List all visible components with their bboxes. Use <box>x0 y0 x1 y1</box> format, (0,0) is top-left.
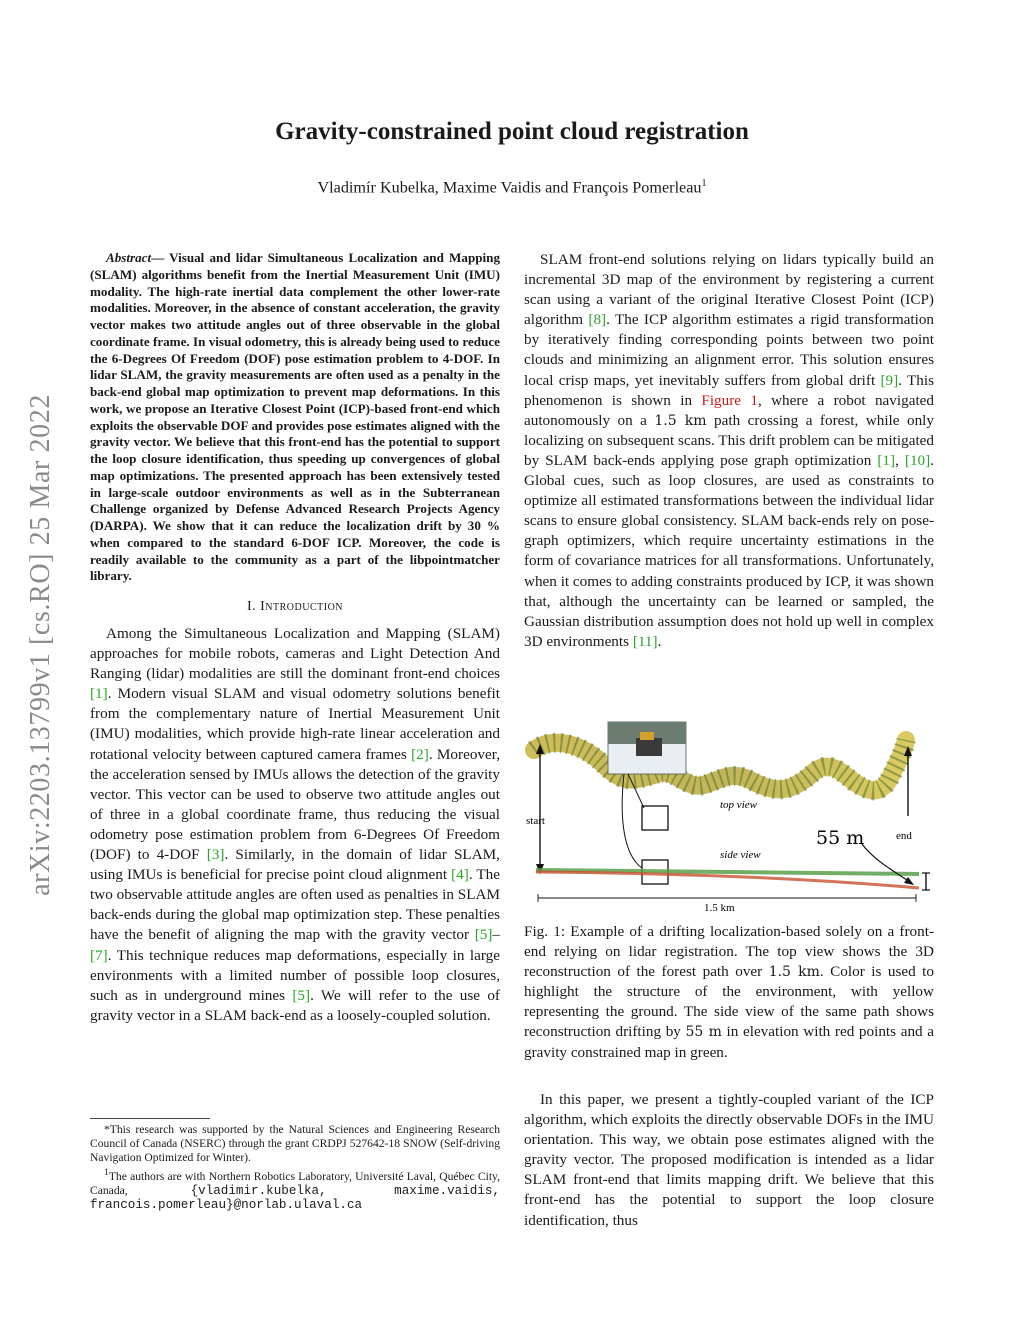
citation-link[interactable]: [2] <box>411 745 429 763</box>
citation-link[interactable]: [1] <box>877 451 896 469</box>
footnote-mark: 1 <box>104 1166 109 1178</box>
label-55m: 55 m <box>816 827 865 849</box>
section-numeral: I. <box>246 599 261 614</box>
author-names: Vladimír Kubelka, Maxime Vaidis and François Pomerleau <box>317 178 702 197</box>
footnote-affiliation <box>90 1166 500 1212</box>
arxiv-stamp-text: arXiv:2203.13799v1 [cs.RO] 25 Mar 2022 <box>25 394 57 896</box>
intro-text: . We will refer to the use of gravity vector in a SLAM back-end as a loosely-coupled solution. <box>90 986 500 1024</box>
citation-link[interactable]: [11] <box>632 632 658 650</box>
intro-text: . Modern visual SLAM and visual odometry solutions benefit from the complementary nature of Inertial Measurement Unit (IMU) modalities, which provide high-rate linear acceleration and rotational velocity between captured camera frames <box>90 685 500 763</box>
intro-text: . Similarly, in the domain of lidar SLAM, using IMUs is beneficial for precise point cloud alignment <box>90 846 500 884</box>
abstract-text: — Visual and lidar Simultaneous Localization and Mapping (SLAM) algorithms benefit from the Inertial Measurement Unit (IMU) modality. The high-rate inertial data complement the other lower-rate modalities. Moreover, in the absence of constant acceleration, the gravity vector makes two attitude angles out of three observable in the global coordinate frame. In visual odometry, this is already being used to reduce the 6-Degrees Of Freedom (DOF) pose estimation problem to 4-DOF. In lidar SLAM, the gravity measurements are often used as a penalty in the back-end global map optimization to prevent map deformations. In this work, we propose an Iterative Closest Point (ICP)-based front-end which exploits the observable DOF and provides pose estimates aligned with the gravity vector. We believe that this front-end has the potential to support the loop closure identification, thus speeding up convergences of global map optimizations. The presented approach has been extensively tested in large-scale outdoor environments as well as in the Subterranean Challenge organized by Defense Advanced Research Projects Agency (DARPA). We show that it can reduce the localization drift by 30 % when compared to the standard 6-DOF ICP. Moreover, the code is readily available to the community as a part of the libpointmatcher library. <box>90 250 500 584</box>
caption-label: Fig. 1: <box>524 923 571 940</box>
label-end: end <box>896 830 912 842</box>
caption-distance: 1.5 km <box>768 964 820 981</box>
citation-link[interactable]: [10] <box>904 451 931 469</box>
body-text: . <box>657 632 662 650</box>
right-column <box>524 250 934 652</box>
robot-photo-vehicle <box>636 738 662 756</box>
body-text: SLAM front-end solutions relying on lidars typically build an incremental 3D map of the environment by registering a current scan using a variant of the original Iterative Closest Point (ICP) algorithm <box>524 251 934 329</box>
footnote-affiliation-text: The authors are with Northern Robotics Laboratory, Université Laval, Québec City, Canada, <box>90 1169 500 1197</box>
intro-text: – <box>492 926 500 944</box>
right-paragraph-2: In this paper, we present a tightly-coupled variant of the ICP algorithm, which exploits the directly observable DOFs in the IMU orientation. This way, we obtain pose estimates aligned with the gravity vector. The proposed modification is intended as a lidar SLAM front-end that limits mapping drift. We believe that this front-end has the potential to support the loop closure identification, thus <box>524 1091 934 1229</box>
citation-link[interactable]: [3] <box>206 846 225 864</box>
caption-text: in elevation with red points and a gravity constrained map in green. <box>524 1023 935 1061</box>
author-line <box>0 178 1024 197</box>
figure-reference-link[interactable]: Figure 1 <box>701 391 758 409</box>
body-text: , <box>895 451 905 469</box>
arxiv-stamp <box>20 345 62 945</box>
body-text: path crossing a forest, while only localizing on subsequent scans. This drift problem can be mitigated by SLAM back-ends applying pose graph optimization <box>524 411 934 469</box>
citation-link[interactable]: [7] <box>90 946 108 964</box>
right-paragraph-1 <box>524 250 934 652</box>
citation-link[interactable]: [5] <box>474 926 493 944</box>
section-title: Introduction <box>260 599 344 614</box>
footnote-rule <box>90 1118 210 1119</box>
intro-paragraph <box>90 624 500 1026</box>
left-column <box>90 250 500 1026</box>
body-text: . This phenomenon is shown in <box>524 371 934 409</box>
distance-value: 1.5 km <box>654 412 707 429</box>
body-text: . Global cues, such as loop closures, are used as constraints to optimize all estimated transformations between the individual lidar scans to ensure global consistency. SLAM back-ends rely on pose-graph optimizers, which require uncertainty estimations in the form of covariance matrices for all transformations. Unfortunately, when it comes to adding constraints produced by ICP, it was shown that, although the uncertainty can be learned or sampled, the Gaussian distribution assumption does not hold up well in complex 3D environments <box>524 451 935 650</box>
intro-text: . Moreover, the acceleration sensed by IMUs allows the detection of the gravity vector. This vector can be used to observe two attitude angles out of three in a global coordinate frame, thus reducing the visual odometry pose estimation problem from 6-Degrees Of Freedom (DOF) to 4-DOF <box>90 745 501 864</box>
right-paragraph-2-container <box>524 1090 934 1231</box>
abstract-label: Abstract <box>106 250 152 265</box>
author-affiliation-mark: 1 <box>701 178 707 189</box>
body-text: , where a robot navigated autonomously on a <box>524 391 934 429</box>
body-text: . The ICP algorithm estimates a rigid transformation by iteratively finding corresponding points between two point clouds and minimizing an alignment error. This solution ensures local crisp maps, yet inevitably suffers from global drift <box>524 311 935 389</box>
caption-drift: 55 m <box>685 1024 722 1041</box>
robot-photo-vehicle-top <box>640 732 654 740</box>
label-scale: 1.5 km <box>704 902 735 914</box>
citation-link[interactable]: [8] <box>588 311 607 329</box>
footnotes <box>90 1118 500 1212</box>
figure-1-illustration <box>524 720 940 915</box>
drift-arrow-head <box>904 877 914 885</box>
intro-text: Among the Simultaneous Localization and Mapping (SLAM) approaches for mobile robots, cameras and Light Detection And Ranging (lidar) modalities are still the dominant front-end choices <box>90 625 500 683</box>
intro-text: . The two observable attitude angles are often used as penalties in SLAM back-ends during the global map optimization step. These penalties have the benefit of aligning the map with the gravity vector <box>90 866 500 944</box>
figure-1 <box>524 720 940 915</box>
citation-link[interactable]: [5] <box>292 986 311 1004</box>
label-top-view: top view <box>720 799 757 811</box>
section-heading-introduction <box>90 599 500 615</box>
citation-link[interactable]: [9] <box>880 371 899 389</box>
zoom-box-top <box>642 806 668 830</box>
citation-link[interactable]: [1] <box>90 685 108 703</box>
paper-title: Gravity-constrained point cloud registration <box>275 118 749 145</box>
abstract <box>90 250 500 585</box>
drift-arrow <box>862 844 910 882</box>
author-emails: {vladimir.kubelka, maxime.vaidis, francois.pomerleau}@norlab.ulaval.ca <box>90 1183 500 1212</box>
caption-text: Example of a drifting localization-based solely on a front-end relying on lidar registration. The top view shows the 3D reconstruction of the forest path over <box>524 923 934 981</box>
citation-link[interactable]: [4] <box>451 866 469 884</box>
footnote-funding: *This research was supported by the Natural Sciences and Engineering Research Council of Canada (NSERC) through the grant CRDPJ 527642-18 SNOW (Self-driving Navigation Optimized for Winter). <box>90 1123 500 1165</box>
label-side-view: side view <box>720 849 761 861</box>
caption-text: . Color is used to highlight the structure of the environment, with yellow representing the ground. The side view of the same path shows reconstruction drifting by <box>524 963 934 1041</box>
figure-1-caption <box>524 922 934 1063</box>
label-start: start <box>526 815 545 827</box>
intro-text: . This technique reduces map deformations, especially in large environments with a limited number of possible loop closures, such as in underground mines <box>90 946 500 1004</box>
